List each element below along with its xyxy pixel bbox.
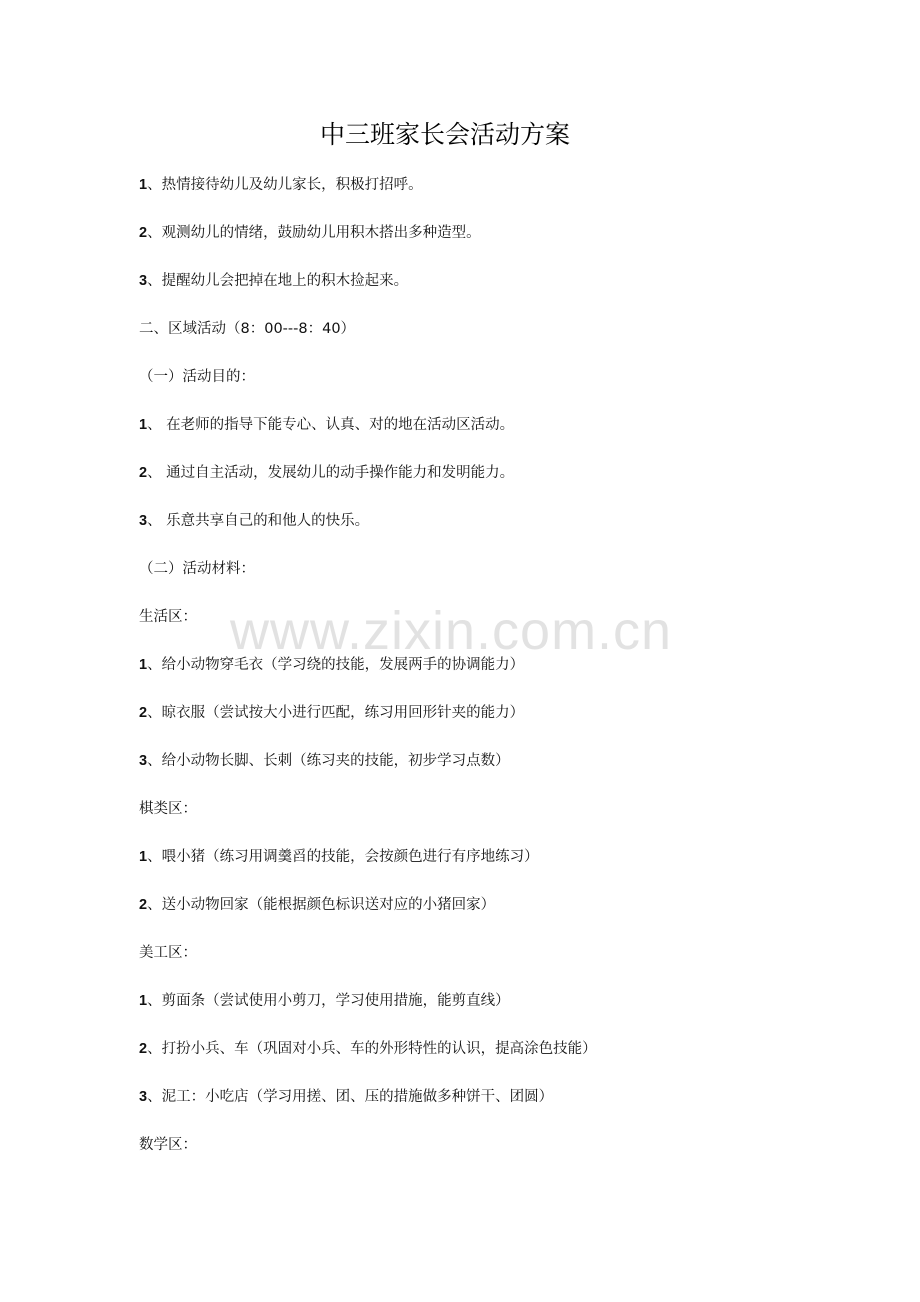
list-item bbox=[139, 414, 514, 436]
area-heading bbox=[139, 798, 197, 820]
area-heading bbox=[139, 1134, 197, 1156]
item-number: 3 bbox=[139, 1089, 148, 1105]
item-text: 、 乐意共享自己的和他人的快乐。 bbox=[147, 513, 370, 529]
area-heading bbox=[139, 606, 197, 628]
item-text: 、泥工：小吃店（学习用搓、团、压的措施做多种饼干、团圆） bbox=[147, 1089, 554, 1105]
item-number: 2 bbox=[139, 1041, 148, 1057]
item-number: 1 bbox=[139, 849, 148, 865]
list-item bbox=[139, 174, 423, 196]
item-text: 、晾衣服（尝试按大小进行匹配，练习用回形针夹的能力） bbox=[147, 705, 525, 721]
list-item bbox=[139, 750, 510, 772]
item-number: 2 bbox=[139, 897, 148, 913]
list-item bbox=[139, 462, 514, 484]
list-item bbox=[139, 702, 524, 724]
list-item bbox=[139, 270, 408, 292]
item-text: 、观测幼儿的情绪，鼓励幼儿用积木搭出多种造型。 bbox=[147, 225, 481, 241]
heading-text: （一）活动目的： bbox=[139, 369, 255, 385]
list-item bbox=[139, 846, 539, 868]
item-number: 1 bbox=[139, 657, 148, 673]
subsection-heading bbox=[139, 366, 255, 388]
heading-text: 美工区： bbox=[139, 945, 197, 961]
section-heading bbox=[139, 318, 355, 340]
heading-text: 生活区： bbox=[139, 609, 197, 625]
list-item bbox=[139, 894, 495, 916]
heading-text: 二、区域活动（8：00---8：40） bbox=[139, 321, 356, 337]
item-number: 2 bbox=[139, 705, 148, 721]
list-item bbox=[139, 1086, 553, 1108]
heading-text: 数学区： bbox=[139, 1137, 197, 1153]
item-text: 、提醒幼儿会把掉在地上的积木捡起来。 bbox=[147, 273, 409, 289]
item-number: 1 bbox=[139, 993, 148, 1009]
item-number: 2 bbox=[139, 465, 148, 481]
item-text: 、 通过自主活动，发展幼儿的动手操作能力和发明能力。 bbox=[147, 465, 515, 481]
heading-text: 棋类区： bbox=[139, 801, 197, 817]
heading-text: （二）活动材料： bbox=[139, 561, 255, 577]
item-text: 、剪面条（尝试使用小剪刀，学习使用措施，能剪直线） bbox=[147, 993, 510, 1009]
item-number: 2 bbox=[139, 225, 148, 241]
item-text: 、送小动物回家（能根据颜色标识送对应的小猪回家） bbox=[147, 897, 496, 913]
item-text: 、喂小猪（练习用调羹舀的技能，会按颜色进行有序地练习） bbox=[147, 849, 539, 865]
list-item bbox=[139, 222, 481, 244]
subsection-heading bbox=[139, 558, 255, 580]
item-text: 、热情接待幼儿及幼儿家长，积极打招呼。 bbox=[147, 177, 423, 193]
document-title: 中三班家长会活动方案 bbox=[319, 120, 570, 149]
item-number: 3 bbox=[139, 273, 148, 289]
item-text: 、 在老师的指导下能专心、认真、对的地在活动区活动。 bbox=[147, 417, 515, 433]
item-number: 3 bbox=[139, 513, 148, 529]
item-number: 1 bbox=[139, 417, 148, 433]
item-number: 3 bbox=[139, 753, 148, 769]
list-item bbox=[139, 1038, 597, 1060]
area-heading bbox=[139, 942, 197, 964]
item-number: 1 bbox=[139, 177, 148, 193]
item-text: 、给小动物长脚、长刺（练习夹的技能，初步学习点数） bbox=[147, 753, 510, 769]
list-item bbox=[139, 510, 369, 532]
watermark: www.zixin.com.cn bbox=[230, 601, 673, 661]
item-text: 、给小动物穿毛衣（学习绕的技能，发展两手的协调能力） bbox=[147, 657, 525, 673]
list-item bbox=[139, 990, 510, 1012]
item-text: 、打扮小兵、车（巩固对小兵、车的外形特性的认识，提高涂色技能） bbox=[147, 1041, 597, 1057]
